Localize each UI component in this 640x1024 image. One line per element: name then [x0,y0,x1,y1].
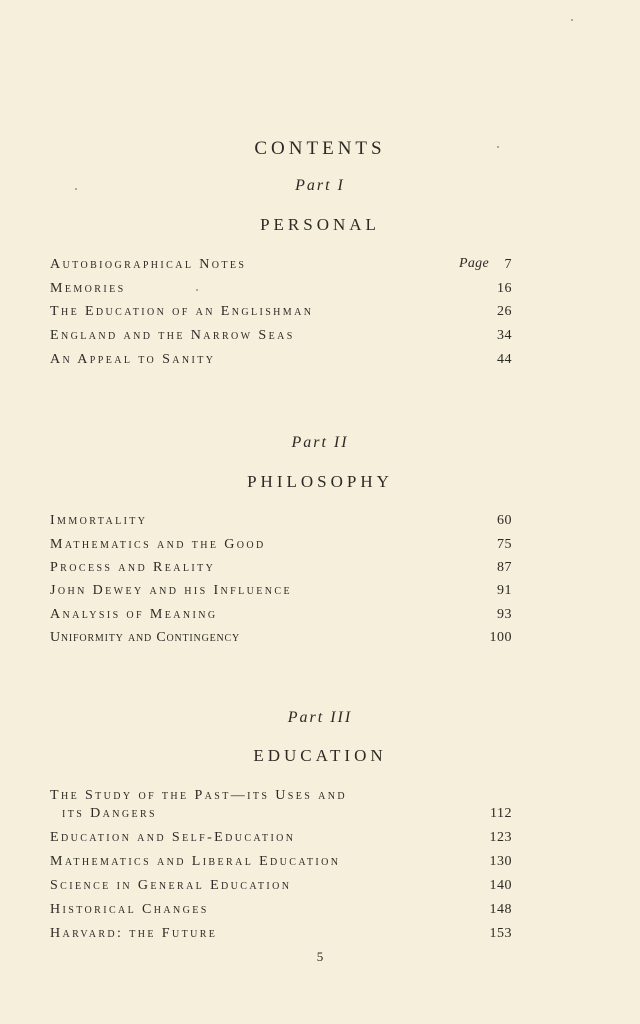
toc-entry-title: The Education of an Englishman [50,304,314,319]
toc-entry [50,829,512,847]
toc-entry-title: The Study of the Past—its Uses and [50,788,347,803]
toc-entry-page: 148 [489,902,512,917]
toc-entry [50,606,512,624]
section-title: EDUCATION [253,746,387,765]
toc-entry-title: England and the Narrow Seas [50,328,295,343]
toc-entry [50,327,512,345]
paper-speck [497,146,499,148]
paper-speck [571,19,573,21]
page-title: CONTENTS [254,138,386,159]
toc-entry-page: 87 [497,560,512,575]
toc-entry-title: An Appeal to Sanity [50,352,216,367]
toc-entry-page: 91 [497,583,512,598]
page-number: 5 [316,949,324,964]
toc-entry-page: 100 [489,630,512,645]
toc-entry-title: Memories [50,281,126,296]
toc-entry-page: 93 [497,607,512,622]
toc-entry [50,559,512,577]
toc-entry-page: 130 [489,854,512,869]
paper-speck [75,188,77,190]
toc-entry-page: 140 [489,878,512,893]
toc-entry-title: Analysis of Meaning [50,607,218,622]
toc-entry-title: Mathematics and the Good [50,537,266,552]
toc-entry-title: Process and Reality [50,560,216,575]
toc-entry-title: Mathematics and Liberal Education [50,854,341,869]
toc-entry [50,901,512,919]
toc-entry-page: 112 [490,806,512,821]
toc-entry [50,925,512,943]
toc-entry-page: 44 [497,352,512,367]
toc-entry-title: John Dewey and his Influence [50,583,292,598]
part-label: Part III [287,709,353,726]
toc-entry [50,280,512,298]
toc-entry-page: 34 [497,328,512,343]
toc-entry-title: Education and Self-Education [50,830,296,845]
toc-entry-page: 60 [497,513,512,528]
toc-entry [50,582,512,600]
section-title: PERSONAL [260,215,380,234]
toc-entry [50,853,512,871]
paper-speck [196,289,198,291]
toc-entry [50,787,512,823]
toc-entry-title: Historical Changes [50,902,209,917]
toc-entry-title-continued: its Dangers [62,806,158,821]
toc-entry-title: Harvard: the Future [50,926,218,941]
toc-entry-title: Science in General Education [50,878,292,893]
toc-entry-title: Autobiographical Notes [50,257,247,272]
toc-entry [50,629,512,647]
toc-entry-title: Immortality [50,513,148,528]
page-column-label: Page [459,256,489,271]
toc-entry-page: 75 [497,537,512,552]
toc-entry-page: 16 [497,281,512,296]
part-label: Part II [291,434,349,451]
toc-entry [50,303,512,321]
section-title: PHILOSOPHY [247,472,393,491]
toc-entry-page: 7 [504,257,512,272]
toc-entry-title: Uniformity and Contingency [50,630,241,645]
toc-entry [50,512,512,530]
toc-entry [50,256,512,274]
toc-entry-page: 153 [489,926,512,941]
toc-entry [50,351,512,369]
toc-entry-page: 123 [489,830,512,845]
toc-entry [50,877,512,895]
part-label: Part I [295,177,345,194]
toc-entry-page: 26 [497,304,512,319]
toc-entry [50,536,512,554]
